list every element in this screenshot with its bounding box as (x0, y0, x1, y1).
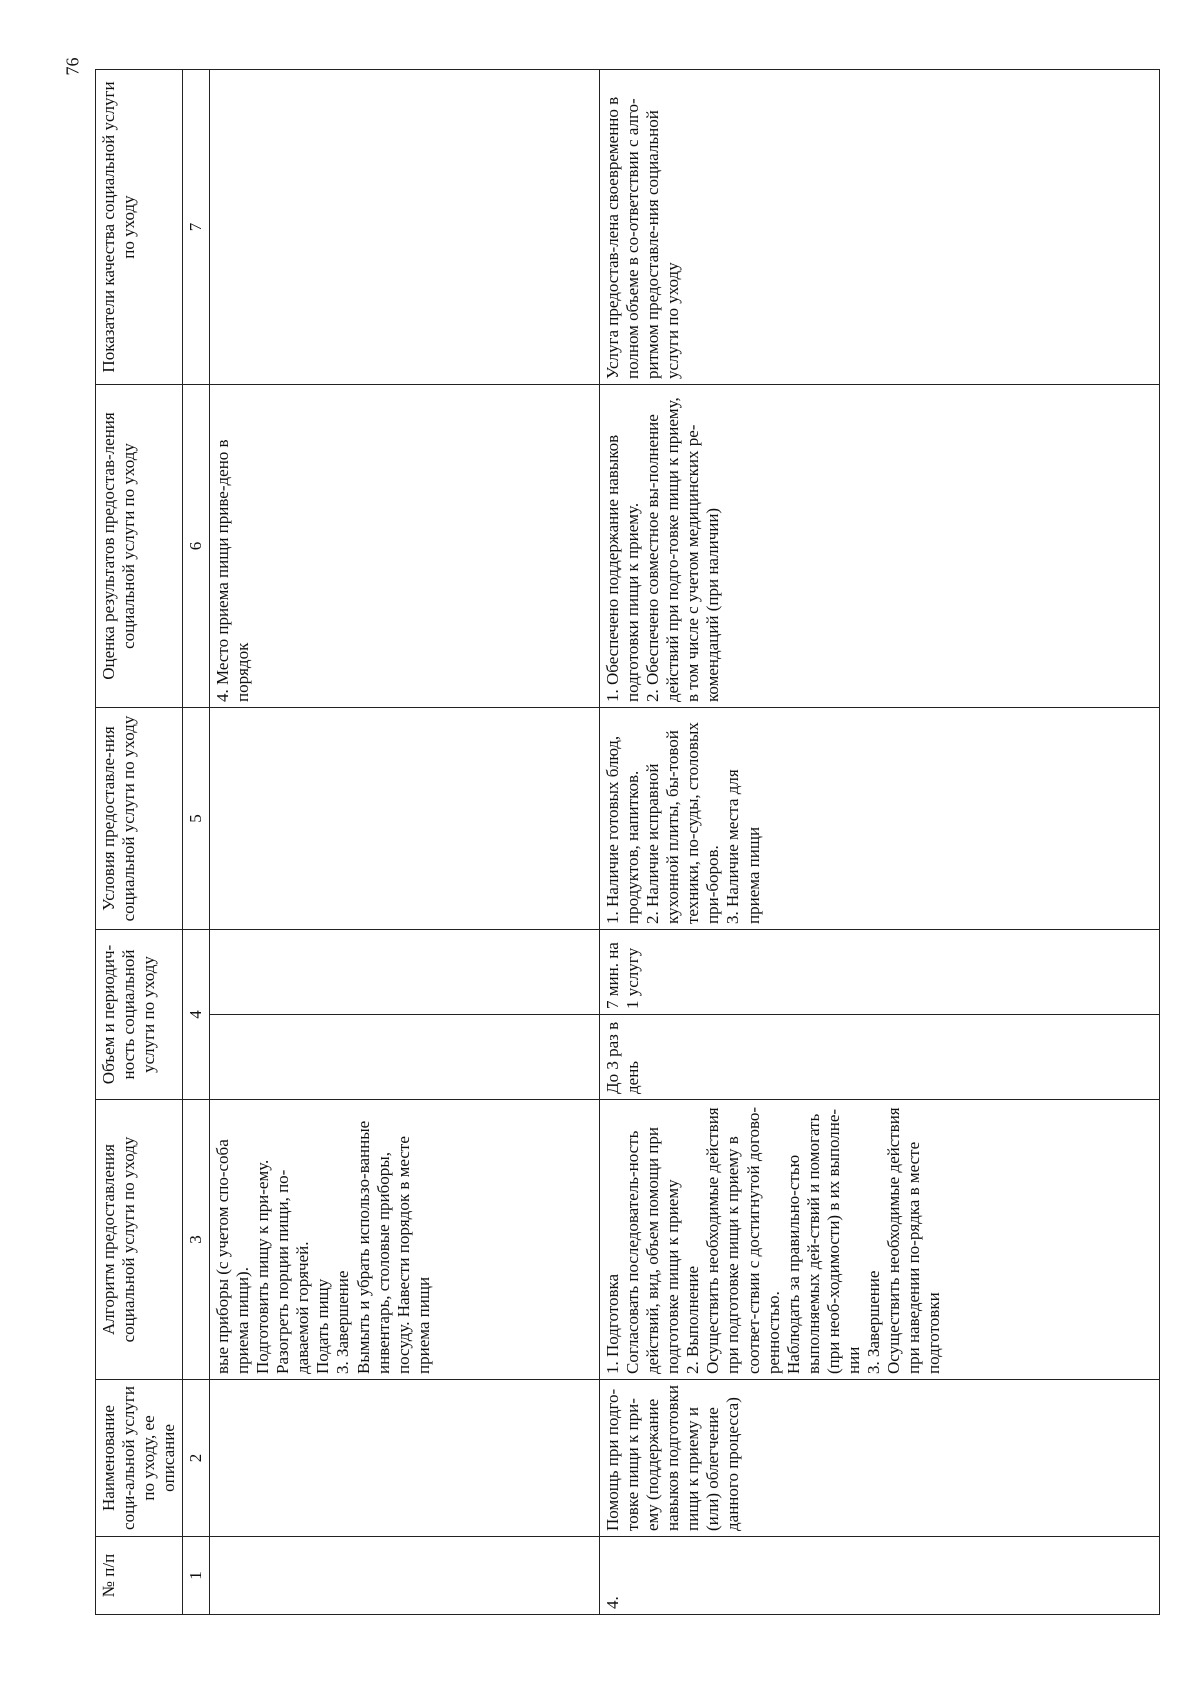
row1-evaluation: 4. Место приема пищи приве-дено в порядок (210, 385, 600, 708)
row1-period (210, 930, 599, 1015)
row2-algorithm: 1. Подготовка Согласовать последователь-ность действий, вид, объем помощи при подготовке пищи к приему 2. Выполнение Осуществить необходимые действия при подготовке пищи к приему в соответ-ствии с достигнутой догово-ренностью. Наблюдать за правильно-стью выполняемых дей-ствий и помогать (при необ-ходимости) в их выполне-нии 3. Завершение Осуществить необходимые действия при наведении по-рядка в месте подготовки (600, 1100, 1160, 1380)
header-row (96, 70, 183, 1615)
row1-volume-cell (210, 930, 600, 1100)
row1-conditions (210, 708, 600, 930)
header-col-1: № п/п (96, 1537, 183, 1615)
row1-quality (210, 70, 600, 385)
row2-evaluation: 1. Обеспечено поддержание навыков подготовки пищи к приему. 2. Обеспечено совместное вы-полнение действий при подго-товке пищи к приему, в том числе с учетом медицинских ре-комендаций (при наличии) (600, 385, 1160, 708)
row2-period: 7 мин. на 1 услугу (600, 930, 1159, 1015)
col-number-4: 4 (183, 930, 210, 1100)
page-number: 76 (62, 57, 83, 76)
header-col-2: Наименование соци-альной услуги по уходу, ее описание (96, 1380, 183, 1537)
services-table (95, 69, 1160, 1615)
header-col-3: Алгоритм предоставления социальной услуги по уходу (96, 1100, 183, 1380)
header-col-6: Оценка результатов предостав-ления социальной услуги по уходу (96, 385, 183, 708)
col-number-7: 7 (183, 70, 210, 385)
col-number-1: 1 (183, 1537, 210, 1615)
row2-volume-cell (600, 930, 1160, 1100)
row1-volume (210, 1015, 599, 1099)
col-number-3: 3 (183, 1100, 210, 1380)
header-col-7: Показатели качества социальной услуги по уходу (96, 70, 183, 385)
row1-algorithm: вые приборы (с учетом спо-соба приема пищи). Подготовить пищу к при-ему. Разогреть порции пищи, по-даваемой горячей. Подать пищу 3. Завершение Вымыть и убрать использо-ванные инвентарь, столовые приборы, посуду. Навести порядок в месте приема пищи (210, 1100, 600, 1380)
header-col-5: Условия предоставле-ния социальной услуги по уходу (96, 708, 183, 930)
row2-volume: До 3 раз в день (603, 1021, 643, 1094)
row2-name: Помощь при подго-товке пищи к при-ему (поддержание навыков подготовки пищи к приему и (или) облегчение данного процесса) (600, 1380, 1160, 1537)
row1-number (210, 1537, 600, 1615)
col-number-5: 5 (183, 708, 210, 930)
row2-quality: Услуга предостав-лена своевременно в полном объеме в со-ответствии с алго-ритмом предоставле-ния социальной услуги по уходу (600, 70, 1160, 385)
col-number-6: 6 (183, 385, 210, 708)
column-number-row (183, 70, 210, 1615)
row2-conditions: 1. Наличие готовых блюд, продуктов, напитков. 2. Наличие исправной кухонной плиты, бы-товой техники, по-суды, столовых при-боров. 3. Наличие места для приема пищи (600, 708, 1160, 930)
col-number-2: 2 (183, 1380, 210, 1537)
table-row (210, 70, 600, 1615)
rotated-table-container (95, 70, 1160, 1615)
row1-name (210, 1380, 600, 1537)
table-row (600, 70, 1160, 1615)
header-col-4: Объем и периодич-ность социальной услуги по уходу (96, 930, 183, 1100)
row2-number: 4. (600, 1537, 1160, 1615)
